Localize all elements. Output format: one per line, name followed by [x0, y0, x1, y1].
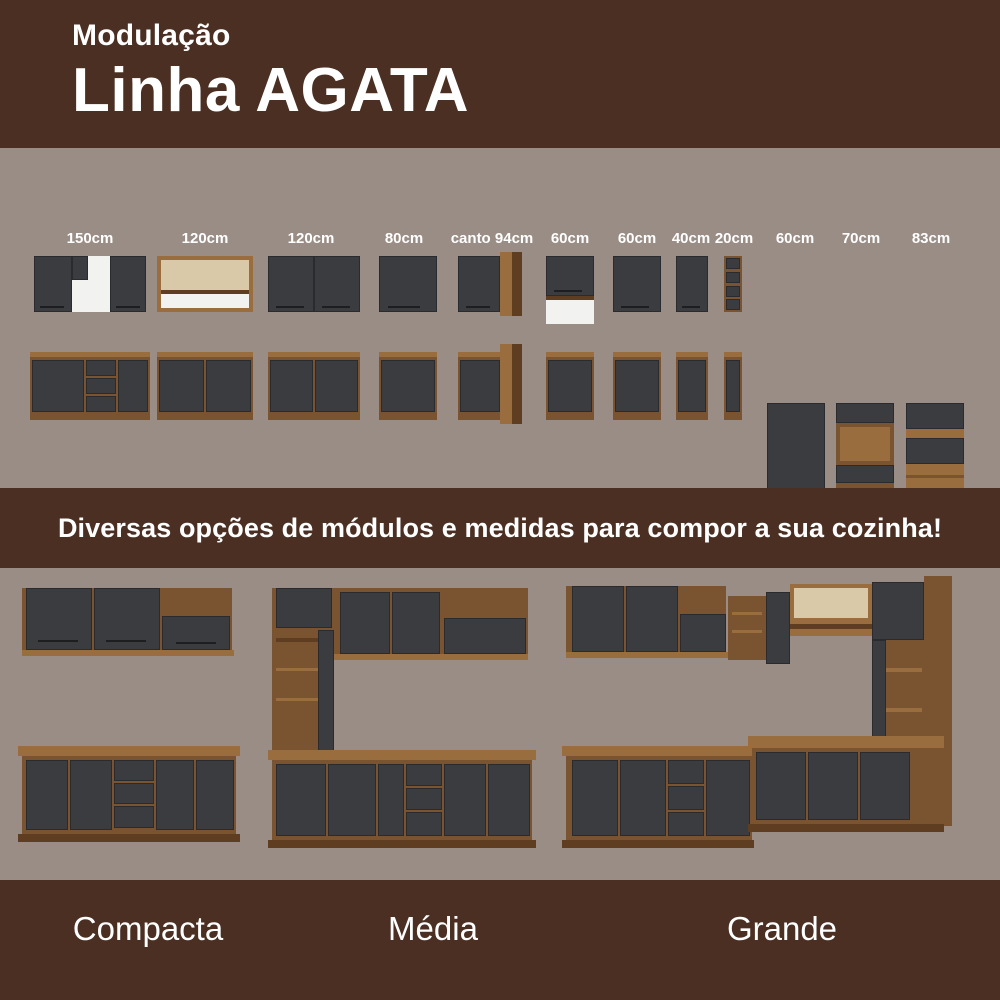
footer-label-media: Média: [388, 910, 478, 947]
footer-label-compacta: Compacta: [72, 910, 224, 947]
module-size-label: 60cm: [617, 230, 657, 247]
page-title: Linha AGATA: [72, 56, 469, 125]
module-size-label: 60cm: [550, 230, 590, 247]
module-size-label: 70cm: [841, 230, 881, 247]
module-size-label: 20cm: [714, 230, 754, 247]
module-size-label: 40cm: [671, 230, 711, 247]
header: [0, 0, 1000, 148]
footer-label-grande: Grande: [726, 910, 838, 947]
module-size-label: 60cm: [775, 230, 815, 247]
module-size-label: 80cm: [384, 230, 424, 247]
modules-panel: [0, 148, 1000, 488]
banner: [0, 488, 1000, 568]
module-size-label: 120cm: [181, 230, 229, 247]
kitchen-showcase: [0, 568, 1000, 880]
banner-text: Diversas opções de módulos e medidas para compor a sua cozinha!: [57, 512, 943, 543]
footer: [0, 880, 1000, 1000]
module-size-label: 150cm: [66, 230, 114, 247]
header-kicker: Modulação: [72, 19, 231, 52]
module-size-label: 120cm: [287, 230, 335, 247]
module-size-label: 83cm: [911, 230, 951, 247]
module-size-label: canto 94cm: [450, 230, 534, 247]
